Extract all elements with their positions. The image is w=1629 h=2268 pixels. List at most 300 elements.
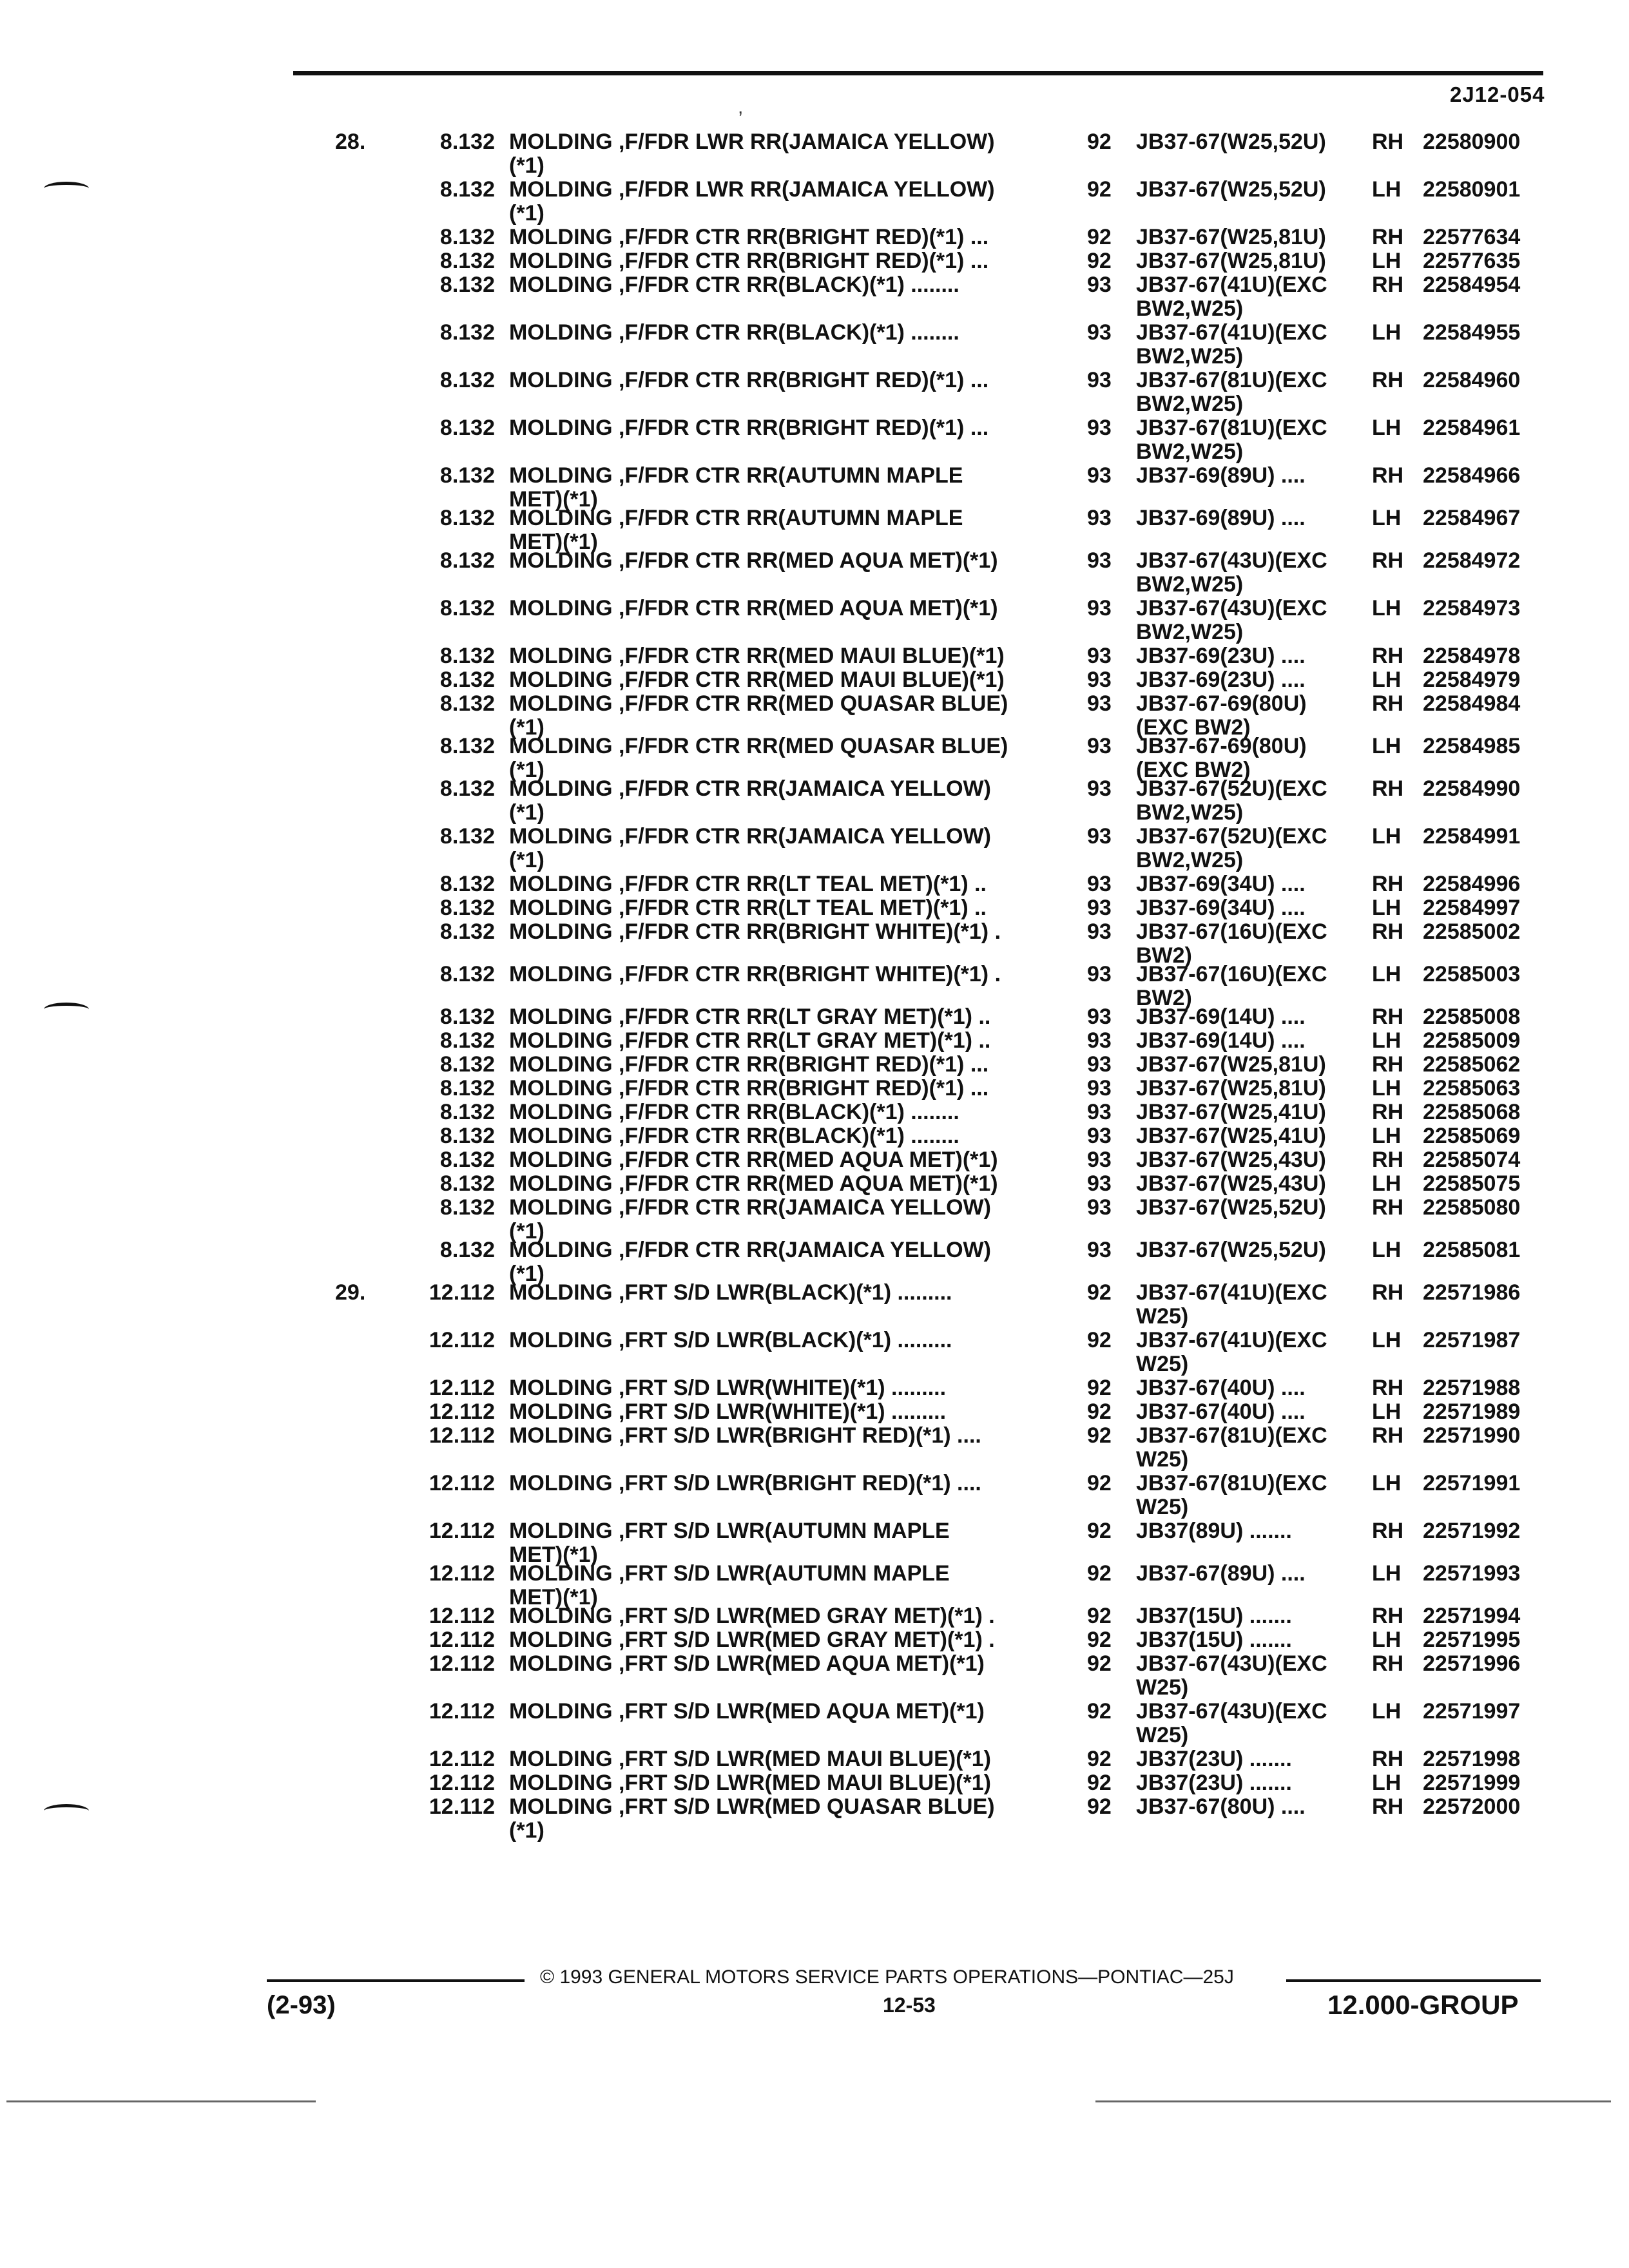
table-row <box>0 1771 1629 1795</box>
model-applicability: JB37-67(89U) .... <box>1136 1561 1306 1586</box>
part-number: 22584955 <box>1423 320 1521 345</box>
table-row <box>0 1100 1629 1124</box>
side-designation: LH <box>1372 1771 1402 1795</box>
quantity-code: 12.112 <box>429 1328 495 1352</box>
part-description: MOLDING ,F/FDR CTR RR(BLACK)(*1) ........ <box>509 273 959 297</box>
table-row <box>0 1124 1629 1148</box>
table-row <box>0 962 1629 1010</box>
quantity-code: 8.132 <box>439 1195 495 1220</box>
model-applicability: JB37-67(43U)(EXC W25) <box>1136 1699 1327 1747</box>
table-row <box>0 1472 1629 1519</box>
model-applicability: JB37(15U) ....... <box>1136 1628 1292 1652</box>
model-applicability: JB37-67(81U)(EXC BW2,W25) <box>1136 368 1327 416</box>
part-description: MOLDING ,FRT S/D LWR(MED GRAY MET)(*1) . <box>509 1628 995 1652</box>
part-description: MOLDING ,F/FDR CTR RR(BRIGHT RED)(*1) ... <box>509 416 989 440</box>
part-number: 22585074 <box>1423 1148 1521 1172</box>
top-rule <box>293 71 1543 75</box>
part-description: MOLDING ,F/FDR CTR RR(MED MAUI BLUE)(*1) <box>509 668 1005 692</box>
model-year: 93 <box>1087 273 1112 297</box>
model-year: 92 <box>1087 1628 1112 1652</box>
side-designation: LH <box>1372 506 1402 530</box>
part-number: 22584954 <box>1423 273 1521 297</box>
quantity-code: 8.132 <box>439 320 495 345</box>
model-year: 93 <box>1087 776 1112 801</box>
table-row <box>0 463 1629 512</box>
part-number: 22580901 <box>1423 177 1521 202</box>
side-designation: RH <box>1372 130 1404 154</box>
side-designation: RH <box>1372 273 1404 297</box>
footer-rule-right <box>1286 1979 1541 1982</box>
table-row <box>0 691 1629 740</box>
quantity-code: 8.132 <box>439 249 495 273</box>
model-applicability: JB37-69(34U) .... <box>1136 872 1306 896</box>
model-year: 93 <box>1087 596 1112 620</box>
model-year: 92 <box>1087 1399 1112 1424</box>
part-number: 22571997 <box>1423 1699 1521 1724</box>
part-number: 22577634 <box>1423 225 1521 249</box>
part-number: 22584990 <box>1423 776 1521 801</box>
quantity-code: 8.132 <box>439 463 495 488</box>
part-description: MOLDING ,F/FDR CTR RR(BRIGHT RED)(*1) ... <box>509 249 989 273</box>
side-designation: LH <box>1372 1076 1402 1100</box>
side-designation: RH <box>1372 1651 1404 1676</box>
part-description: MOLDING ,F/FDR CTR RR(MED MAUI BLUE)(*1) <box>509 644 1005 668</box>
part-number: 22584967 <box>1423 506 1521 530</box>
model-year: 92 <box>1087 1328 1112 1352</box>
side-designation: LH <box>1372 1028 1402 1053</box>
model-year: 93 <box>1087 691 1112 716</box>
model-year: 93 <box>1087 1195 1112 1220</box>
part-description: MOLDING ,F/FDR CTR RR(MED QUASAR BLUE) (*1) <box>509 691 1008 740</box>
side-designation: RH <box>1372 1148 1404 1172</box>
copyright-line: © 1993 GENERAL MOTORS SERVICE PARTS OPERATIONS—PONTIAC—25J <box>540 1966 1234 1988</box>
model-applicability: JB37-67(W25,52U) <box>1136 1238 1326 1262</box>
side-designation: RH <box>1372 1519 1404 1543</box>
part-description: MOLDING ,F/FDR CTR RR(BLACK)(*1) ........ <box>509 320 959 345</box>
quantity-code: 8.132 <box>439 1124 495 1148</box>
part-description: MOLDING ,F/FDR CTR RR(AUTUMN MAPLE MET)(*1) <box>509 506 963 554</box>
side-designation: LH <box>1372 416 1402 440</box>
quantity-code: 8.132 <box>439 596 495 620</box>
model-year: 92 <box>1087 1423 1112 1448</box>
part-number: 22571999 <box>1423 1771 1521 1795</box>
side-designation: RH <box>1372 1052 1404 1077</box>
quantity-code: 8.132 <box>439 872 495 896</box>
model-applicability: JB37-67(41U)(EXC W25) <box>1136 1280 1327 1329</box>
table-row <box>0 506 1629 554</box>
part-number: 22584985 <box>1423 734 1521 758</box>
side-designation: LH <box>1372 1399 1402 1424</box>
table-row <box>0 1148 1629 1172</box>
table-row <box>0 321 1629 369</box>
item-number: 29. <box>335 1280 366 1305</box>
quantity-code: 8.132 <box>439 1028 495 1053</box>
part-description: MOLDING ,F/FDR LWR RR(JAMAICA YELLOW) (*1) <box>509 130 995 178</box>
part-description: MOLDING ,F/FDR CTR RR(MED AQUA MET)(*1) <box>509 1171 998 1196</box>
part-description: MOLDING ,F/FDR CTR RR(JAMAICA YELLOW) (*1) <box>509 1238 991 1286</box>
part-number: 22585081 <box>1423 1238 1521 1262</box>
table-row <box>0 1400 1629 1424</box>
part-number: 22571988 <box>1423 1376 1521 1400</box>
model-applicability: JB37(23U) ....... <box>1136 1747 1292 1771</box>
side-designation: LH <box>1372 1328 1402 1352</box>
model-year: 92 <box>1087 1376 1112 1400</box>
table-row <box>0 734 1629 782</box>
quantity-code: 8.132 <box>439 668 495 692</box>
part-description: MOLDING ,F/FDR LWR RR(JAMAICA YELLOW) (*1) <box>509 177 995 226</box>
model-year: 93 <box>1087 644 1112 668</box>
quantity-code: 8.132 <box>439 824 495 849</box>
model-year: 92 <box>1087 249 1112 273</box>
model-applicability: JB37-67(43U)(EXC W25) <box>1136 1651 1327 1700</box>
side-designation: RH <box>1372 1747 1404 1771</box>
part-number: 22585009 <box>1423 1028 1521 1053</box>
table-row <box>0 1424 1629 1472</box>
side-designation: LH <box>1372 1561 1402 1586</box>
table-row <box>0 178 1629 226</box>
table-row <box>0 1238 1629 1286</box>
table-row <box>0 1053 1629 1077</box>
table-row <box>0 1195 1629 1244</box>
side-designation: LH <box>1372 824 1402 849</box>
side-designation: RH <box>1372 1280 1404 1305</box>
table-row <box>0 1652 1629 1700</box>
part-description: MOLDING ,F/FDR CTR RR(BRIGHT RED)(*1) ... <box>509 1076 989 1100</box>
table-row <box>0 1172 1629 1196</box>
side-designation: LH <box>1372 1238 1402 1262</box>
model-year: 92 <box>1087 1280 1112 1305</box>
side-designation: RH <box>1372 644 1404 668</box>
part-description: MOLDING ,F/FDR CTR RR(MED AQUA MET)(*1) <box>509 1148 998 1172</box>
model-year: 93 <box>1087 896 1112 920</box>
side-designation: RH <box>1372 1423 1404 1448</box>
side-designation: LH <box>1372 1124 1402 1148</box>
side-designation: RH <box>1372 776 1404 801</box>
quantity-code: 12.112 <box>429 1604 495 1628</box>
model-applicability: JB37-69(34U) .... <box>1136 896 1306 920</box>
table-row <box>0 777 1629 825</box>
part-number: 22584972 <box>1423 548 1521 573</box>
part-description: MOLDING ,F/FDR CTR RR(LT TEAL MET)(*1) .. <box>509 872 987 896</box>
stray-mark: , <box>738 97 744 118</box>
part-description: MOLDING ,F/FDR CTR RR(BRIGHT RED)(*1) ... <box>509 1052 989 1077</box>
model-year: 93 <box>1087 1238 1112 1262</box>
quantity-code: 8.132 <box>439 548 495 573</box>
model-year: 93 <box>1087 962 1112 986</box>
model-applicability: JB37-67(52U)(EXC BW2,W25) <box>1136 824 1327 872</box>
part-description: MOLDING ,FRT S/D LWR(BRIGHT RED)(*1) .... <box>509 1471 981 1495</box>
table-row <box>0 1747 1629 1771</box>
parts-list <box>0 130 1629 1843</box>
model-applicability: JB37-67(W25,52U) <box>1136 177 1326 202</box>
quantity-code: 12.112 <box>429 1747 495 1771</box>
side-designation: RH <box>1372 225 1404 249</box>
part-description: MOLDING ,F/FDR CTR RR(BLACK)(*1) ........ <box>509 1100 959 1124</box>
side-designation: LH <box>1372 1699 1402 1724</box>
table-row <box>0 1329 1629 1376</box>
model-applicability: JB37-69(14U) .... <box>1136 1028 1306 1053</box>
model-applicability: JB37-67(41U)(EXC BW2,W25) <box>1136 273 1327 321</box>
quantity-code: 8.132 <box>439 1238 495 1262</box>
table-row <box>0 1795 1629 1843</box>
model-applicability: JB37(23U) ....... <box>1136 1771 1292 1795</box>
model-applicability: JB37-67(43U)(EXC BW2,W25) <box>1136 596 1327 644</box>
quantity-code: 12.112 <box>429 1423 495 1448</box>
part-number: 22585075 <box>1423 1171 1521 1196</box>
part-number: 22571987 <box>1423 1328 1521 1352</box>
quantity-code: 12.112 <box>429 1651 495 1676</box>
model-year: 92 <box>1087 1561 1112 1586</box>
part-number: 22571992 <box>1423 1519 1521 1543</box>
table-row <box>0 249 1629 273</box>
model-year: 92 <box>1087 1699 1112 1724</box>
group-name: 12.000-GROUP <box>1327 1990 1519 2020</box>
part-number: 22584960 <box>1423 368 1521 392</box>
side-designation: LH <box>1372 596 1402 620</box>
model-year: 93 <box>1087 919 1112 944</box>
part-description: MOLDING ,FRT S/D LWR(WHITE)(*1) ......... <box>509 1376 947 1400</box>
table-row <box>0 273 1629 321</box>
model-year: 93 <box>1087 1124 1112 1148</box>
part-number: 22584996 <box>1423 872 1521 896</box>
model-year: 93 <box>1087 548 1112 573</box>
part-number: 22585069 <box>1423 1124 1521 1148</box>
quantity-code: 12.112 <box>429 1561 495 1586</box>
model-applicability: JB37-67(40U) .... <box>1136 1399 1306 1424</box>
model-applicability: JB37-67(81U)(EXC W25) <box>1136 1471 1327 1519</box>
quantity-code: 8.132 <box>439 506 495 530</box>
part-description: MOLDING ,FRT S/D LWR(MED AQUA MET)(*1) <box>509 1699 985 1724</box>
table-row <box>0 1700 1629 1747</box>
part-description: MOLDING ,FRT S/D LWR(MED MAUI BLUE)(*1) <box>509 1771 991 1795</box>
table-row <box>0 1561 1629 1610</box>
part-number: 22584961 <box>1423 416 1521 440</box>
table-row <box>0 1376 1629 1400</box>
quantity-code: 8.132 <box>439 734 495 758</box>
quantity-code: 12.112 <box>429 1376 495 1400</box>
model-applicability: JB37-67(52U)(EXC BW2,W25) <box>1136 776 1327 825</box>
part-number: 22584966 <box>1423 463 1521 488</box>
quantity-code: 8.132 <box>439 177 495 202</box>
model-applicability: JB37-69(23U) .... <box>1136 644 1306 668</box>
quantity-code: 8.132 <box>439 1076 495 1100</box>
side-designation: RH <box>1372 463 1404 488</box>
quantity-code: 8.132 <box>439 919 495 944</box>
side-designation: LH <box>1372 668 1402 692</box>
quantity-code: 8.132 <box>439 776 495 801</box>
quantity-code: 8.132 <box>439 691 495 716</box>
side-designation: RH <box>1372 548 1404 573</box>
model-year: 93 <box>1087 463 1112 488</box>
quantity-code: 8.132 <box>439 416 495 440</box>
table-row <box>0 1281 1629 1329</box>
side-designation: LH <box>1372 249 1402 273</box>
part-number: 22571991 <box>1423 1471 1521 1495</box>
model-year: 92 <box>1087 177 1112 202</box>
model-year: 92 <box>1087 225 1112 249</box>
model-applicability: JB37-69(89U) .... <box>1136 463 1306 488</box>
table-row <box>0 1604 1629 1628</box>
quantity-code: 12.112 <box>429 1794 495 1819</box>
page-number: 12-53 <box>883 1994 936 2017</box>
part-number: 22571986 <box>1423 1280 1521 1305</box>
side-designation: RH <box>1372 1195 1404 1220</box>
part-number: 22571989 <box>1423 1399 1521 1424</box>
model-applicability: JB37-67(41U)(EXC W25) <box>1136 1328 1327 1376</box>
quantity-code: 8.132 <box>439 130 495 154</box>
model-applicability: JB37-67(81U)(EXC W25) <box>1136 1423 1327 1472</box>
part-description: MOLDING ,F/FDR CTR RR(BLACK)(*1) ........ <box>509 1124 959 1148</box>
side-designation: RH <box>1372 368 1404 392</box>
part-description: MOLDING ,FRT S/D LWR(WHITE)(*1) ......... <box>509 1399 947 1424</box>
quantity-code: 12.112 <box>429 1471 495 1495</box>
model-year: 92 <box>1087 1771 1112 1795</box>
table-row <box>0 1628 1629 1652</box>
quantity-code: 12.112 <box>429 1519 495 1543</box>
side-designation: RH <box>1372 1794 1404 1819</box>
part-description: MOLDING ,FRT S/D LWR(MED QUASAR BLUE) (*1) <box>509 1794 995 1843</box>
part-description: MOLDING ,F/FDR CTR RR(MED QUASAR BLUE) (*1) <box>509 734 1008 782</box>
model-applicability: JB37-67(43U)(EXC BW2,W25) <box>1136 548 1327 597</box>
model-applicability: JB37-67-69(80U) (EXC BW2) <box>1136 734 1307 782</box>
table-row <box>0 644 1629 668</box>
table-row <box>0 130 1629 178</box>
model-year: 92 <box>1087 1604 1112 1628</box>
part-number: 22584978 <box>1423 644 1521 668</box>
part-number: 22585063 <box>1423 1076 1521 1100</box>
part-description: MOLDING ,FRT S/D LWR(MED GRAY MET)(*1) . <box>509 1604 995 1628</box>
model-applicability: JB37-67(W25,41U) <box>1136 1124 1326 1148</box>
model-year: 93 <box>1087 1171 1112 1196</box>
model-applicability: JB37-67(W25,81U) <box>1136 249 1326 273</box>
side-designation: RH <box>1372 1376 1404 1400</box>
part-number: 22584991 <box>1423 824 1521 849</box>
bottom-rule-right <box>1095 2100 1611 2102</box>
part-description: MOLDING ,F/FDR CTR RR(BRIGHT WHITE)(*1) . <box>509 919 1001 944</box>
part-number: 22571995 <box>1423 1628 1521 1652</box>
table-row <box>0 1077 1629 1100</box>
model-year: 93 <box>1087 368 1112 392</box>
part-description: MOLDING ,F/FDR CTR RR(JAMAICA YELLOW) (*1) <box>509 824 991 872</box>
side-designation: RH <box>1372 1604 1404 1628</box>
model-year: 92 <box>1087 130 1112 154</box>
model-year: 92 <box>1087 1651 1112 1676</box>
model-applicability: JB37(89U) ....... <box>1136 1519 1292 1543</box>
table-row <box>0 825 1629 872</box>
footer-rule-left <box>267 1979 525 1982</box>
model-year: 92 <box>1087 1747 1112 1771</box>
model-year: 93 <box>1087 872 1112 896</box>
part-description: MOLDING ,F/FDR CTR RR(BRIGHT RED)(*1) ... <box>509 225 989 249</box>
model-year: 93 <box>1087 1028 1112 1053</box>
table-row <box>0 1029 1629 1053</box>
page-code: 2J12-054 <box>1450 82 1545 106</box>
part-description: MOLDING ,F/FDR CTR RR(AUTUMN MAPLE MET)(*1) <box>509 463 963 512</box>
model-applicability: JB37-67(41U)(EXC BW2,W25) <box>1136 320 1327 369</box>
table-row <box>0 226 1629 249</box>
quantity-code: 12.112 <box>429 1280 495 1305</box>
model-applicability: JB37-67(W25,41U) <box>1136 1100 1326 1124</box>
revision-date: (2-93) <box>267 1991 336 2019</box>
part-description: MOLDING ,F/FDR CTR RR(JAMAICA YELLOW) (*1) <box>509 776 991 825</box>
model-year: 92 <box>1087 1471 1112 1495</box>
part-description: MOLDING ,F/FDR CTR RR(MED AQUA MET)(*1) <box>509 548 998 573</box>
quantity-code: 8.132 <box>439 1052 495 1077</box>
part-number: 22572000 <box>1423 1794 1521 1819</box>
model-applicability: JB37-67(W25,43U) <box>1136 1171 1326 1196</box>
model-year: 93 <box>1087 734 1112 758</box>
model-applicability: JB37-67(16U)(EXC BW2) <box>1136 962 1327 1010</box>
model-applicability: JB37-67(W25,52U) <box>1136 1195 1326 1220</box>
model-year: 93 <box>1087 824 1112 849</box>
side-designation: LH <box>1372 962 1402 986</box>
side-designation: LH <box>1372 1171 1402 1196</box>
table-row <box>0 597 1629 644</box>
quantity-code: 8.132 <box>439 273 495 297</box>
model-applicability: JB37-67(40U) .... <box>1136 1376 1306 1400</box>
quantity-code: 8.132 <box>439 1100 495 1124</box>
model-year: 93 <box>1087 416 1112 440</box>
part-number: 22571994 <box>1423 1604 1521 1628</box>
model-year: 93 <box>1087 1148 1112 1172</box>
table-row <box>0 549 1629 597</box>
part-number: 22584997 <box>1423 896 1521 920</box>
part-description: MOLDING ,F/FDR CTR RR(MED AQUA MET)(*1) <box>509 596 998 620</box>
model-applicability: JB37-67(16U)(EXC BW2) <box>1136 919 1327 968</box>
table-row <box>0 896 1629 920</box>
quantity-code: 12.112 <box>429 1771 495 1795</box>
part-description: MOLDING ,FRT S/D LWR(BRIGHT RED)(*1) .... <box>509 1423 981 1448</box>
table-row <box>0 872 1629 896</box>
part-description: MOLDING ,FRT S/D LWR(MED MAUI BLUE)(*1) <box>509 1747 991 1771</box>
part-number: 22577635 <box>1423 249 1521 273</box>
part-description: MOLDING ,F/FDR CTR RR(BRIGHT RED)(*1) ... <box>509 368 989 392</box>
table-row <box>0 668 1629 692</box>
part-number: 22584973 <box>1423 596 1521 620</box>
quantity-code: 12.112 <box>429 1628 495 1652</box>
model-year: 93 <box>1087 1004 1112 1029</box>
quantity-code: 8.132 <box>439 225 495 249</box>
side-designation: LH <box>1372 1471 1402 1495</box>
model-year: 93 <box>1087 506 1112 530</box>
part-number: 22585008 <box>1423 1004 1521 1029</box>
model-year: 93 <box>1087 1076 1112 1100</box>
model-year: 92 <box>1087 1794 1112 1819</box>
quantity-code: 8.132 <box>439 1171 495 1196</box>
quantity-code: 8.132 <box>439 368 495 392</box>
bottom-rule-left <box>6 2100 316 2102</box>
model-year: 93 <box>1087 1100 1112 1124</box>
part-number: 22571993 <box>1423 1561 1521 1586</box>
model-applicability: JB37-67-69(80U) (EXC BW2) <box>1136 691 1307 740</box>
part-number: 22584984 <box>1423 691 1521 716</box>
quantity-code: 8.132 <box>439 1004 495 1029</box>
model-year: 93 <box>1087 1052 1112 1077</box>
part-number: 22580900 <box>1423 130 1521 154</box>
side-designation: RH <box>1372 691 1404 716</box>
table-row <box>0 1005 1629 1029</box>
side-designation: RH <box>1372 1004 1404 1029</box>
model-applicability: JB37-67(W25,81U) <box>1136 225 1326 249</box>
side-designation: LH <box>1372 177 1402 202</box>
part-description: MOLDING ,F/FDR CTR RR(LT GRAY MET)(*1) .. <box>509 1004 991 1029</box>
side-designation: RH <box>1372 919 1404 944</box>
quantity-code: 8.132 <box>439 1148 495 1172</box>
model-applicability: JB37-69(23U) .... <box>1136 668 1306 692</box>
model-applicability: JB37-67(W25,81U) <box>1136 1052 1326 1077</box>
part-number: 22585080 <box>1423 1195 1521 1220</box>
part-description: MOLDING ,F/FDR CTR RR(LT TEAL MET)(*1) .. <box>509 896 987 920</box>
